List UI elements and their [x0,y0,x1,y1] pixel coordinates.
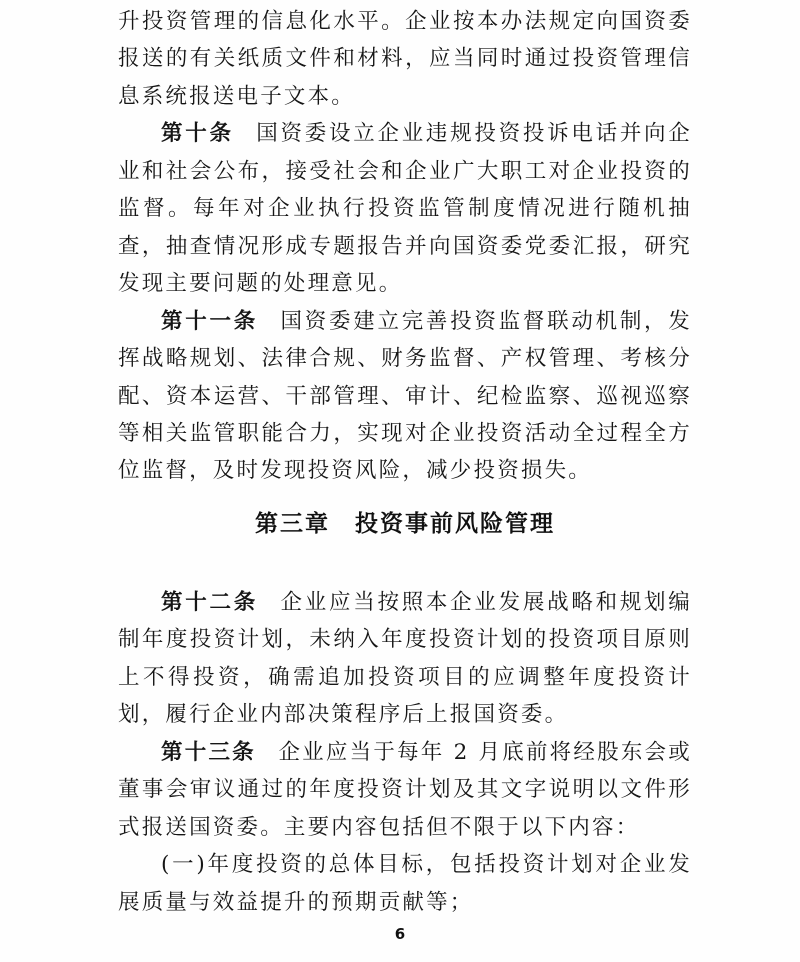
paragraph-list-item-1 [118,846,692,921]
article-number-label: 第十一条 [161,308,258,334]
document-body [118,3,692,921]
chapter-heading: 第三章 投资事前风险管理 [255,510,555,537]
paragraph-text: (一)年度投资的总体目标，包括投资计划对企业发展质量与效益提升的预期贡献等； [118,852,692,915]
paragraph-text: 企业应当于每年 2 月底前将经股东会或董事会审议通过的年度投资计划及其文字说明以文件形式报送国资委。主要内容包括但不限于以下内容： [118,739,692,840]
paragraph-continuation [118,3,692,115]
article-number-label: 第十三条 [161,739,256,765]
paragraph-article-11 [118,303,692,490]
page-number: 6 [394,925,406,943]
paragraph-text: 企业应当按照本企业发展战略和规划编制年度投资计划，未纳入年度投资计划的投资项目原则上不得投资，确需追加投资项目的应调整年度投资计划，履行企业内部决策程序后上报国资委。 [118,589,692,728]
article-number-label: 第十二条 [161,589,258,615]
paragraph-article-13 [118,734,692,846]
paragraph-text: 升投资管理的信息化水平。企业按本办法规定向国资委报送的有关纸质文件和材料，应当同时通过投资管理信息系统报送电子文本。 [118,9,692,109]
article-number-label: 第十条 [161,121,234,147]
paragraph-text: 国资委建立完善投资监督联动机制，发挥战略规划、法律合规、财务监督、产权管理、考核分配、资本运营、干部管理、审计、纪检监察、巡视巡察等相关监管职能合力，实现对企业投资活动全过程全方位监督，及时发现投资风险，减少投资损失。 [118,308,692,484]
paragraph-article-10 [118,115,692,302]
paragraph-text: 国资委设立企业违规投资投诉电话并向企业和社会公布，接受社会和企业广大职工对企业投资的监督。每年对企业执行投资监管制度情况进行随机抽查，抽查情况形成专题报告并向国资委党委汇报，研究发现主要问题的处理意见。 [118,121,692,297]
paragraph-article-12 [118,584,692,734]
